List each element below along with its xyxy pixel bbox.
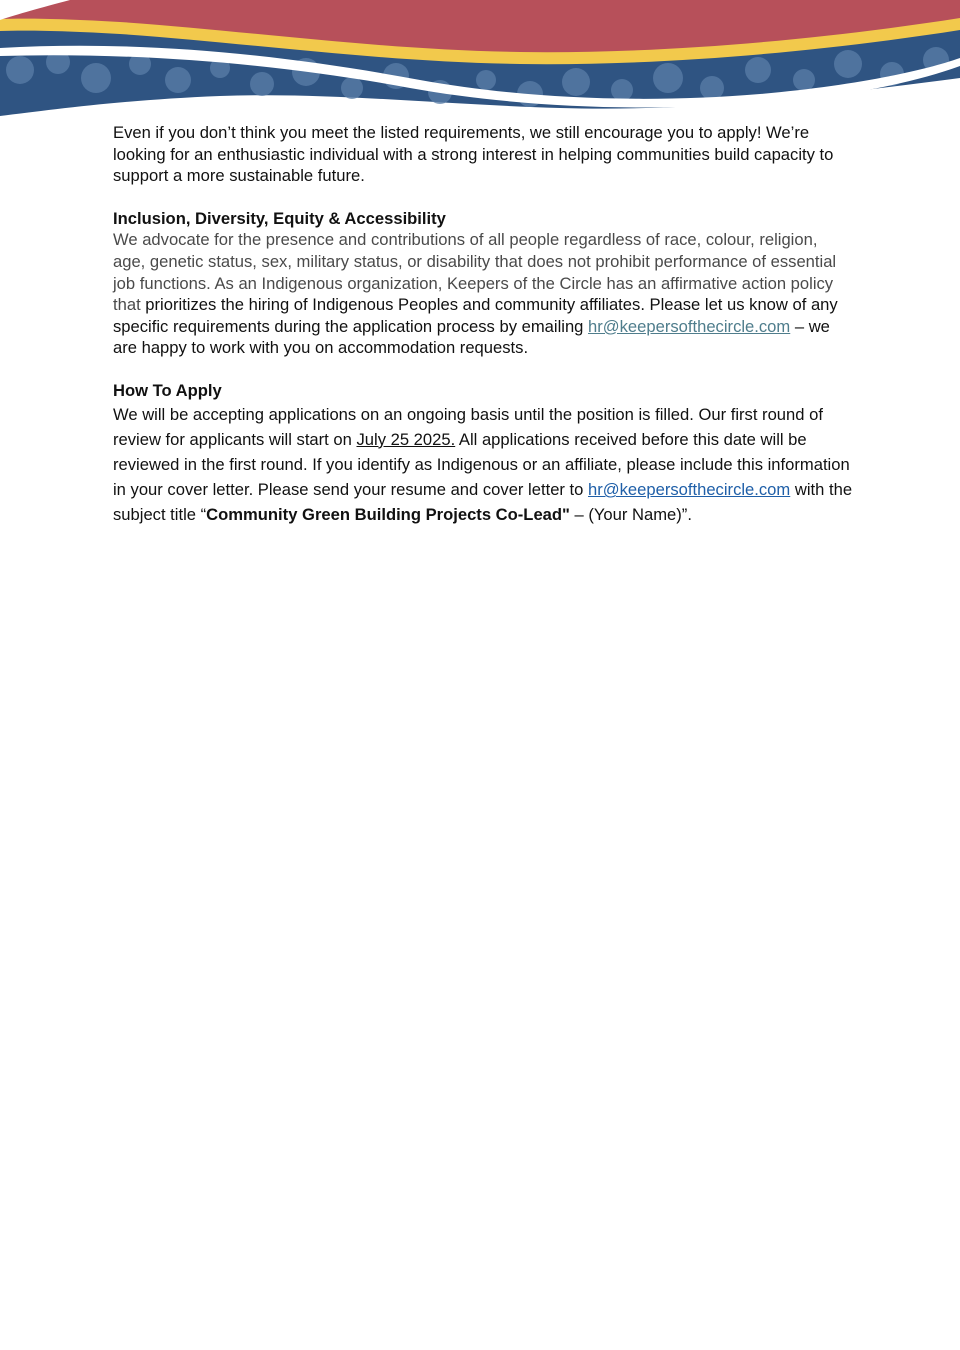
inclusion-text-part2: prioritizes the hiring of Indigenous Peoples and community affiliates. Please let us know of any specific requirements during the application process by emailing xyxy=(113,295,838,336)
inclusion-paragraph xyxy=(113,229,853,359)
inclusion-text-part1: We advocate for the presence and contributions of all people regardless of race, colour, religion, age, genetic status, sex, military status, or disability that does not prohibit performance of essential job functions. As an Indigenous organization, Keepers of the Circle has an affirmative action policy that xyxy=(113,230,837,315)
apply-start-date: July 25 2025. xyxy=(356,429,456,449)
apply-text-part1: We will be accepting applications on an ongoing basis until the position is filled. Our first round of review for applicants will start on xyxy=(113,404,823,449)
inclusion-text-part3: – we are happy to work with you on accommodation requests. xyxy=(113,316,830,358)
intro-paragraph: Even if you don’t think you meet the listed requirements, we still encourage you to apply! We’re looking for an enthusiastic individual with a strong interest in helping communities build capacity to support a more sustainable future. xyxy=(113,123,834,186)
document-body xyxy=(113,122,853,528)
apply-text-part2: All applications received before this date will be reviewed in the first round. If you identify as Indigenous or an affiliate, please include this information in your cover letter. Please send your resume and cover letter to xyxy=(113,429,850,500)
header-wave-banner xyxy=(0,0,960,120)
apply-heading: How To Apply xyxy=(113,380,222,400)
inclusion-email-link[interactable]: hr@keepersofthecircle.com xyxy=(588,316,791,336)
inclusion-heading: Inclusion, Diversity, Equity & Accessibility xyxy=(113,208,446,228)
apply-subject-title: Community Green Building Projects Co-Lead" xyxy=(206,505,570,525)
apply-email-link[interactable]: hr@keepersofthecircle.com xyxy=(588,480,791,500)
apply-text-part4: – (Your Name)”. xyxy=(569,505,692,525)
apply-paragraph xyxy=(113,402,853,528)
apply-text-part3: with the subject title “ xyxy=(113,480,853,525)
